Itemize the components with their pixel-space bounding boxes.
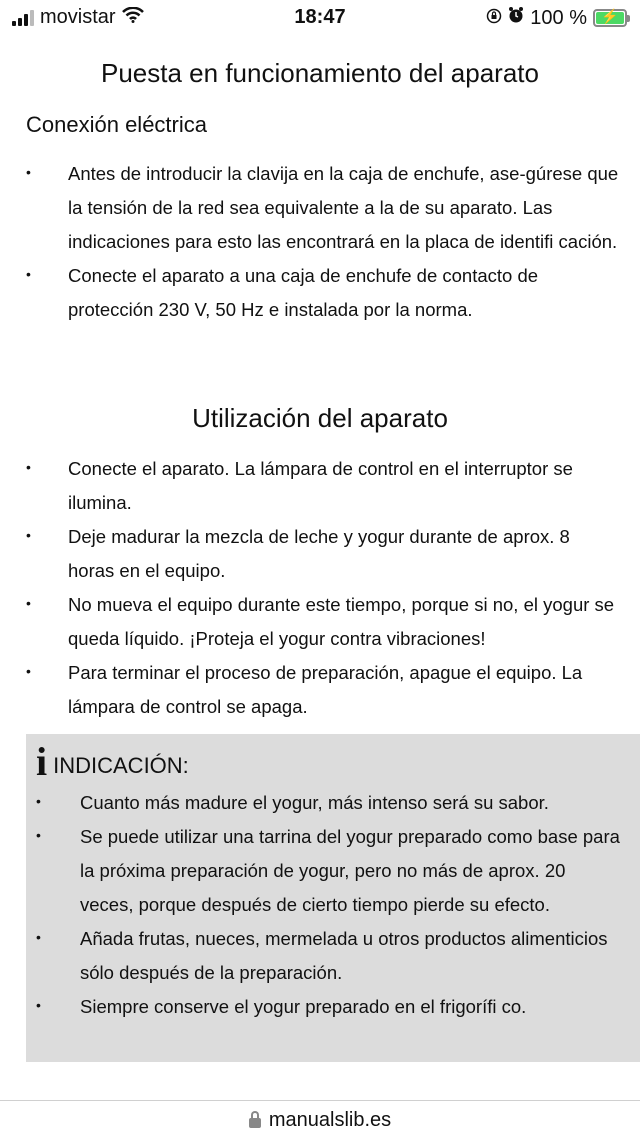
note-title: INDICACIÓN: bbox=[53, 753, 189, 778]
status-bar bbox=[0, 0, 640, 36]
bullet-icon: • bbox=[36, 793, 41, 809]
bullet-icon: • bbox=[26, 459, 31, 475]
lock-icon bbox=[249, 1118, 261, 1128]
list-item: • Añada frutas, nueces, mermelada u otros productos alimenticios sólo después de la preparación. bbox=[26, 922, 640, 990]
bullet-icon: • bbox=[36, 929, 41, 945]
info-icon: i bbox=[36, 739, 48, 784]
section-subtitle-electrical: Conexión eléctrica bbox=[26, 112, 207, 137]
list-item: • Conecte el aparato. La lámpara de control en el interruptor se ilumina. bbox=[0, 452, 640, 520]
bullet-icon: • bbox=[26, 266, 31, 282]
list-item: • Antes de introducir la clavija en la caja de enchufe, ase-gúrese que la tensión de la red sea equivalente a la de su aparato. Las indicaciones para esto las encontrará en la placa de identifi cación. bbox=[0, 157, 640, 259]
list-item: • Para terminar el proceso de preparación, apague el equipo. La lámpara de control se apaga. bbox=[0, 656, 640, 724]
url-domain[interactable]: manualslib.es bbox=[268, 1108, 392, 1131]
bullet-icon: • bbox=[26, 595, 31, 611]
bullet-icon: • bbox=[36, 997, 41, 1013]
list-item: • Conecte el aparato a una caja de enchufe de contacto de protección 230 V, 50 Hz e instalada por la norma. bbox=[0, 259, 640, 327]
section-title-usage: Utilización del aparato bbox=[192, 403, 448, 433]
bullet-icon: • bbox=[26, 527, 31, 543]
usage-list bbox=[0, 452, 640, 724]
note-list bbox=[26, 786, 640, 1024]
bullet-icon: • bbox=[26, 164, 31, 180]
carrier-name: movistar bbox=[40, 6, 116, 28]
list-item: • No mueva el equipo durante este tiempo, porque si no, el yogur se queda líquido. ¡Proteja el yogur contra vibraciones! bbox=[0, 588, 640, 656]
bullet-icon: • bbox=[36, 827, 41, 843]
note-box bbox=[26, 734, 640, 1062]
clock: 18:47 bbox=[294, 6, 346, 28]
rotation-lock-icon bbox=[486, 7, 502, 30]
list-item: • Siempre conserve el yogur preparado en el frigorífi co. bbox=[26, 990, 640, 1024]
battery-icon: ⚡ bbox=[593, 9, 630, 27]
alarm-icon bbox=[508, 6, 524, 30]
section-title-setup: Puesta en funcionamiento del aparato bbox=[101, 58, 539, 88]
bullet-icon: • bbox=[26, 663, 31, 679]
battery-percent: 100 % bbox=[530, 6, 587, 29]
url-bar[interactable] bbox=[0, 1100, 640, 1139]
list-item: • Deje madurar la mezcla de leche y yogur durante de aprox. 8 horas en el equipo. bbox=[0, 520, 640, 588]
list-item: • Se puede utilizar una tarrina del yogur preparado como base para la próxima preparación de yogur, pero no más de aprox. 20 veces, porque después de cierto tiempo pierde su efecto. bbox=[26, 820, 640, 922]
list-item: • Cuanto más madure el yogur, más intenso será su sabor. bbox=[26, 786, 640, 820]
electrical-list bbox=[0, 157, 640, 327]
